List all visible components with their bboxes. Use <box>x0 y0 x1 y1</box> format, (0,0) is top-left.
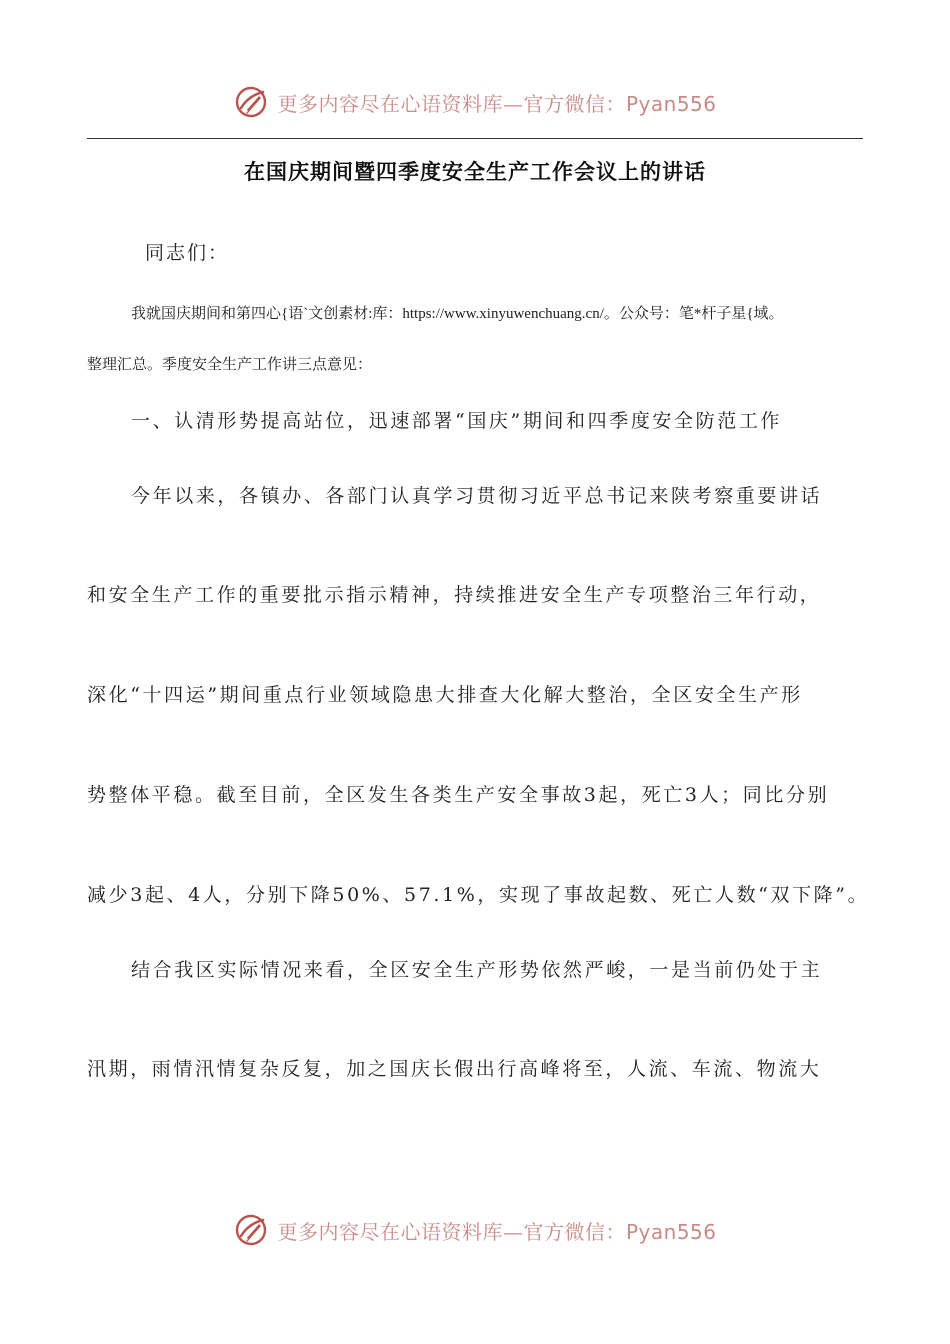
source-note-line-1: 我就国庆期间和第四心{语`文创素材:库：https://www.xinyuwenchuang.cn/。公众号：笔*杆子星{域。 <box>131 306 784 322</box>
paragraph-1-line-2: 和安全生产工作的重要批示指示精神，持续推进安全生产专项整治三年行动， <box>87 584 822 606</box>
footer-banner-text <box>277 1216 716 1245</box>
header-divider <box>87 138 863 139</box>
document-title: 在国庆期间暨四季度安全生产工作会议上的讲话 <box>244 160 706 184</box>
footer-wechat-id: Pyan556 <box>625 1219 717 1244</box>
salutation: 同志们： <box>145 242 230 264</box>
paragraph-2-line-1: 结合我区实际情况来看，全区安全生产形势依然严峻，一是当前仍处于主 <box>131 959 823 981</box>
paragraph-1-line-3: 深化“十四运”期间重点行业领域隐患大排查大化解大整治，全区安全生产形 <box>87 684 803 706</box>
header-banner-label: 更多内容尽在心语资料库—官方微信： <box>277 91 626 116</box>
section-heading: 一、认清形势提高站位，迅速部署“国庆”期间和四季度安全防范工作 <box>131 410 783 432</box>
paragraph-1-line-4: 势整体平稳。截至目前，全区发生各类生产安全事故3起，死亡3人；同比分别 <box>87 784 830 806</box>
paragraph-2-line-2: 汛期，雨情汛情复杂反复，加之国庆长假出行高峰将至，人流、车流、物流大 <box>87 1058 822 1080</box>
header-banner-text <box>277 88 716 117</box>
pen-logo-icon <box>233 1212 269 1248</box>
header-banner <box>0 84 950 120</box>
pen-logo-icon <box>233 84 269 120</box>
footer-banner-label: 更多内容尽在心语资料库—官方微信： <box>277 1219 626 1244</box>
source-note-line-2: 整理汇总。季度安全生产工作讲三点意见： <box>87 357 373 373</box>
paragraph-1-line-5: 减少3起、4人，分别下降50%、57.1%，实现了事故起数、死亡人数“双下降”。 <box>87 884 870 906</box>
header-wechat-id: Pyan556 <box>625 91 717 116</box>
footer-banner <box>0 1212 950 1248</box>
paragraph-1-line-1: 今年以来，各镇办、各部门认真学习贯彻习近平总书记来陕考察重要讲话 <box>131 485 823 507</box>
